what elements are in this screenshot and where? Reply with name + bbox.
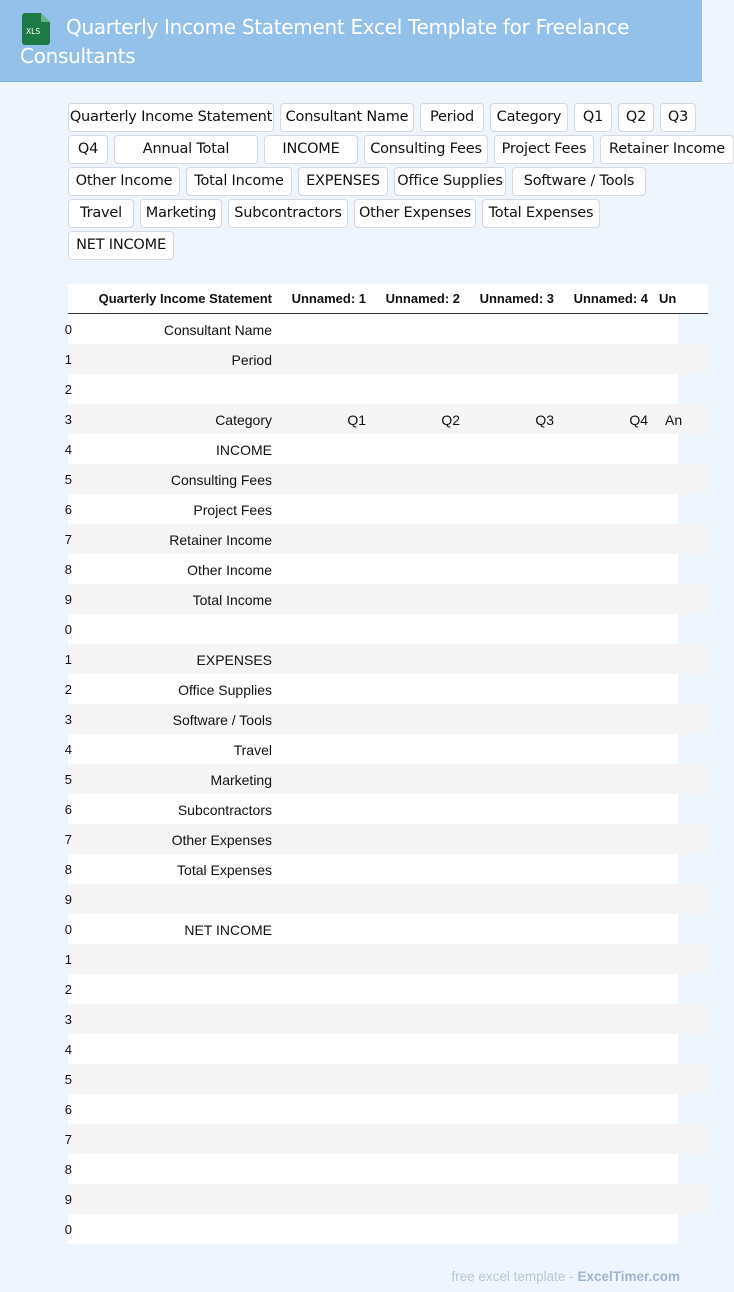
table-row bbox=[64, 1094, 708, 1124]
tag-chip[interactable]: Total Expenses bbox=[482, 199, 600, 228]
table-row bbox=[64, 1214, 708, 1244]
column-header: Unnamed: 2 bbox=[385, 291, 460, 306]
tag-chip[interactable]: EXPENSES bbox=[298, 167, 388, 196]
row-index: 3 bbox=[64, 712, 72, 727]
table-row bbox=[64, 524, 708, 554]
table-row bbox=[64, 1154, 708, 1184]
table-row bbox=[64, 644, 708, 674]
table-cell: Total Income bbox=[192, 592, 272, 608]
row-index: 5 bbox=[64, 772, 72, 787]
table-cell: Period bbox=[231, 352, 272, 368]
tag-chip[interactable]: Q2 bbox=[618, 103, 654, 132]
table-row bbox=[64, 884, 708, 914]
tag-chip[interactable]: Software / Tools bbox=[512, 167, 646, 196]
table-row bbox=[64, 314, 708, 344]
table-cell: INCOME bbox=[216, 442, 272, 458]
table-cell: Project Fees bbox=[193, 502, 272, 518]
table-row bbox=[64, 434, 708, 464]
tag-chip[interactable]: Annual Total bbox=[114, 135, 258, 164]
table-row bbox=[64, 674, 708, 704]
row-index: 3 bbox=[64, 1012, 72, 1027]
page-header bbox=[0, 0, 702, 82]
row-index: 0 bbox=[64, 322, 72, 337]
column-header: Un bbox=[659, 291, 677, 306]
row-index: 6 bbox=[64, 802, 72, 817]
table-cell: An bbox=[665, 412, 683, 428]
table-row bbox=[64, 1184, 708, 1214]
row-index: 9 bbox=[64, 1192, 72, 1207]
tag-chip[interactable]: Q3 bbox=[660, 103, 696, 132]
table-row bbox=[64, 914, 708, 944]
table-cell: Consultant Name bbox=[163, 322, 272, 338]
table-cell: Category bbox=[215, 412, 272, 428]
tag-chip[interactable]: Project Fees bbox=[494, 135, 594, 164]
tag-chip[interactable]: Subcontractors bbox=[228, 199, 348, 228]
tag-chip[interactable]: NET INCOME bbox=[68, 231, 174, 260]
table-row bbox=[64, 614, 708, 644]
tag-chip[interactable]: Consulting Fees bbox=[364, 135, 488, 164]
table-row bbox=[64, 974, 708, 1004]
tag-chip[interactable]: Travel bbox=[68, 199, 134, 228]
footer-brand-link[interactable]: ExcelTimer.com bbox=[577, 1269, 680, 1284]
row-index: 6 bbox=[64, 1102, 72, 1117]
tag-chip[interactable]: INCOME bbox=[264, 135, 358, 164]
table-row bbox=[64, 1034, 708, 1064]
table-row bbox=[64, 824, 708, 854]
column-header: Unnamed: 3 bbox=[479, 291, 554, 306]
data-table bbox=[64, 284, 683, 1244]
table-row bbox=[64, 1124, 708, 1154]
row-index: 1 bbox=[64, 352, 72, 367]
table-cell: Q3 bbox=[535, 412, 554, 428]
table-cell: Total Expenses bbox=[177, 862, 272, 878]
tag-chip[interactable]: Quarterly Income Statement bbox=[68, 103, 274, 132]
table-row bbox=[64, 794, 708, 824]
tag-chip[interactable]: Other Expenses bbox=[354, 199, 476, 228]
footer-credit bbox=[451, 1269, 680, 1284]
row-index: 8 bbox=[64, 562, 72, 577]
table-row bbox=[64, 374, 708, 404]
table-row bbox=[64, 764, 708, 794]
table-cell: Retainer Income bbox=[169, 532, 272, 548]
table-cell: Other Expenses bbox=[171, 832, 272, 848]
tag-chip[interactable]: Q1 bbox=[574, 103, 612, 132]
table-row bbox=[64, 404, 708, 434]
tag-chip[interactable]: Retainer Income bbox=[600, 135, 734, 164]
table-cell: Q2 bbox=[441, 412, 460, 428]
row-index: 2 bbox=[64, 682, 72, 697]
table-cell: Software / Tools bbox=[172, 712, 272, 728]
row-index: 1 bbox=[64, 652, 72, 667]
table-header bbox=[68, 284, 708, 314]
table-row bbox=[64, 734, 708, 764]
table-cell: Other Income bbox=[187, 562, 272, 578]
row-index: 4 bbox=[64, 742, 72, 757]
table-row bbox=[64, 1004, 708, 1034]
column-header: Quarterly Income Statement bbox=[98, 291, 272, 306]
table-row bbox=[64, 704, 708, 734]
table-cell: Q1 bbox=[347, 412, 366, 428]
footer-prefix: free excel template - bbox=[451, 1269, 578, 1284]
tag-chip[interactable]: Period bbox=[420, 103, 484, 132]
table-row bbox=[64, 344, 708, 374]
row-index: 6 bbox=[64, 502, 72, 517]
table-cell: Office Supplies bbox=[178, 682, 272, 698]
row-index: 9 bbox=[64, 592, 72, 607]
row-index: 5 bbox=[64, 1072, 72, 1087]
column-header: Unnamed: 1 bbox=[291, 291, 366, 306]
table-row bbox=[64, 554, 708, 584]
row-index: 2 bbox=[64, 982, 72, 997]
row-index: 8 bbox=[64, 862, 72, 877]
table-row bbox=[64, 1064, 708, 1094]
table-row bbox=[64, 944, 708, 974]
table-row bbox=[64, 854, 708, 884]
row-index: 7 bbox=[64, 1132, 72, 1147]
tag-chip[interactable]: Total Income bbox=[186, 167, 292, 196]
row-index: 0 bbox=[64, 922, 72, 937]
row-index: 8 bbox=[64, 1162, 72, 1177]
column-header: Unnamed: 4 bbox=[573, 291, 648, 306]
table-cell: EXPENSES bbox=[196, 652, 272, 668]
tag-chip[interactable]: Category bbox=[490, 103, 568, 132]
row-index: 1 bbox=[64, 952, 72, 967]
tag-chip[interactable]: Marketing bbox=[140, 199, 222, 228]
row-index: 9 bbox=[64, 892, 72, 907]
tag-chip[interactable]: Consultant Name bbox=[280, 103, 414, 132]
table-cell: Subcontractors bbox=[177, 802, 272, 818]
table-row bbox=[64, 494, 708, 524]
table-cell: NET INCOME bbox=[184, 922, 272, 938]
row-index: 4 bbox=[64, 442, 72, 457]
row-index: 3 bbox=[64, 412, 72, 427]
table-cell: Q4 bbox=[629, 412, 648, 428]
table-row bbox=[64, 464, 708, 494]
tag-chip[interactable]: Q4 bbox=[68, 135, 108, 164]
table-row bbox=[64, 584, 708, 614]
row-index: 2 bbox=[64, 382, 72, 397]
page-title: Quarterly Income Statement Excel Template for Freelance Consultants bbox=[20, 15, 630, 68]
table-cell: Consulting Fees bbox=[170, 472, 272, 488]
row-index: 4 bbox=[64, 1042, 72, 1057]
tag-chip[interactable]: Office Supplies bbox=[394, 167, 506, 196]
row-index: 0 bbox=[64, 1222, 72, 1237]
row-index: 0 bbox=[64, 622, 72, 637]
table-cell: Marketing bbox=[210, 772, 272, 788]
row-index: 7 bbox=[64, 832, 72, 847]
table-cell: Travel bbox=[233, 742, 272, 758]
row-index: 7 bbox=[64, 532, 72, 547]
row-index: 5 bbox=[64, 472, 72, 487]
svg-text:XLS: XLS bbox=[26, 27, 41, 36]
tag-list bbox=[68, 103, 725, 263]
tag-chip[interactable]: Other Income bbox=[68, 167, 180, 196]
